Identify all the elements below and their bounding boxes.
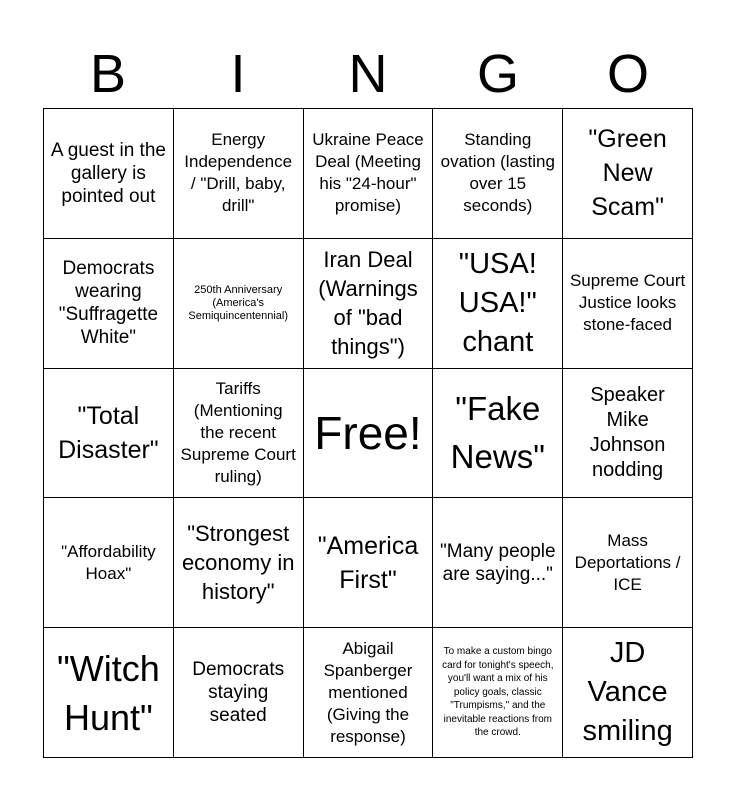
bingo-cell-text: Free! (314, 406, 422, 459)
bingo-cell-text: Democrats staying seated (192, 659, 285, 727)
bingo-cell-text: Energy Independence / "Drill, baby, drill" (184, 130, 293, 216)
bingo-cell-text: "Affordability Hoax" (61, 541, 156, 583)
bingo-cell-r1-c5[interactable] (563, 109, 693, 239)
bingo-cell-text: JD Vance smiling (582, 637, 673, 748)
bingo-cell-r1-c1[interactable] (44, 109, 174, 239)
header-letter-n: N (348, 44, 388, 104)
bingo-cell-r3-c2[interactable] (174, 369, 304, 499)
bingo-cell-r1-c4[interactable] (433, 109, 563, 239)
bingo-cell-text: Abigail Spanberger mentioned (Giving the response) (323, 638, 413, 746)
bingo-cell-r3-c4[interactable] (433, 369, 563, 499)
bingo-cell-r2-c4[interactable] (433, 239, 563, 369)
bingo-cell-r2-c2[interactable] (174, 239, 304, 369)
header-letter-b: B (89, 44, 127, 104)
bingo-cell-r4-c4[interactable] (433, 498, 563, 628)
bingo-grid (43, 108, 693, 758)
bingo-cell-r2-c5[interactable] (563, 239, 693, 369)
bingo-cell-text: To make a custom bingo card for tonight's speech, you'll want a mix of his policy goals, classic "Trumpisms," and the inevitable reactions from the crowd. (442, 646, 554, 739)
bingo-cell-text: 250th Anniversary (America's Semiquincentennial) (188, 283, 289, 322)
bingo-cell-r1-c2[interactable] (174, 109, 304, 239)
bingo-cell-text: "Total Disaster" (58, 401, 159, 464)
bingo-cell-text: "America First" (317, 531, 419, 594)
bingo-cell-text: "Many people are saying..." (440, 540, 556, 585)
bingo-cell-text: "Green New Scam" (588, 125, 667, 222)
bingo-cell-text: "Witch Hunt" (57, 647, 160, 738)
bingo-cell-r4-c5[interactable] (563, 498, 693, 628)
header-letter-o: O (606, 44, 649, 104)
bingo-cell-text: "Fake News" (450, 389, 545, 475)
bingo-cell-text: Supreme Court Justice looks stone-faced (569, 271, 686, 335)
bingo-cell-text: Tariffs (Mentioning the recent Supreme Court ruling) (180, 378, 296, 486)
bingo-cell-text: "Strongest economy in history" (181, 521, 295, 605)
bingo-cell-r4-c2[interactable] (174, 498, 304, 628)
bingo-cell-r2-c3[interactable] (304, 239, 434, 369)
bingo-cell-r3-c5[interactable] (563, 369, 693, 499)
bingo-cell-text: A guest in the gallery is pointed out (50, 139, 166, 207)
bingo-cell-r2-c1[interactable] (44, 239, 174, 369)
bingo-header (43, 40, 693, 108)
bingo-cell-r1-c3[interactable] (304, 109, 434, 239)
bingo-cell-r4-c1[interactable] (44, 498, 174, 628)
bingo-cell-text: Speaker Mike Johnson nodding (589, 383, 666, 481)
bingo-cell-text: Ukraine Peace Deal (Meeting his "24-hour" promise) (312, 130, 424, 216)
bingo-cell-text: Democrats wearing "Suffragette White" (58, 258, 159, 349)
bingo-cell-text: Mass Deportations / ICE (574, 530, 681, 594)
bingo-cell-text: Iran Deal (Warnings of "bad things") (318, 247, 418, 360)
bingo-cell-r5-c2[interactable] (174, 628, 304, 758)
bingo-cell-r5-c5[interactable] (563, 628, 693, 758)
bingo-cell-text: "USA! USA!" chant (458, 247, 537, 358)
free-space[interactable] (304, 369, 434, 499)
bingo-cell-r5-c3[interactable] (304, 628, 434, 758)
header-letter-g: G (476, 44, 519, 104)
bingo-cell-r5-c4[interactable] (433, 628, 563, 758)
header-letter-i: I (230, 44, 246, 104)
bingo-cell-r4-c3[interactable] (304, 498, 434, 628)
bingo-cell-r3-c1[interactable] (44, 369, 174, 499)
bingo-cell-text: Standing ovation (lasting over 15 seconds) (440, 130, 555, 216)
bingo-cell-r5-c1[interactable] (44, 628, 174, 758)
